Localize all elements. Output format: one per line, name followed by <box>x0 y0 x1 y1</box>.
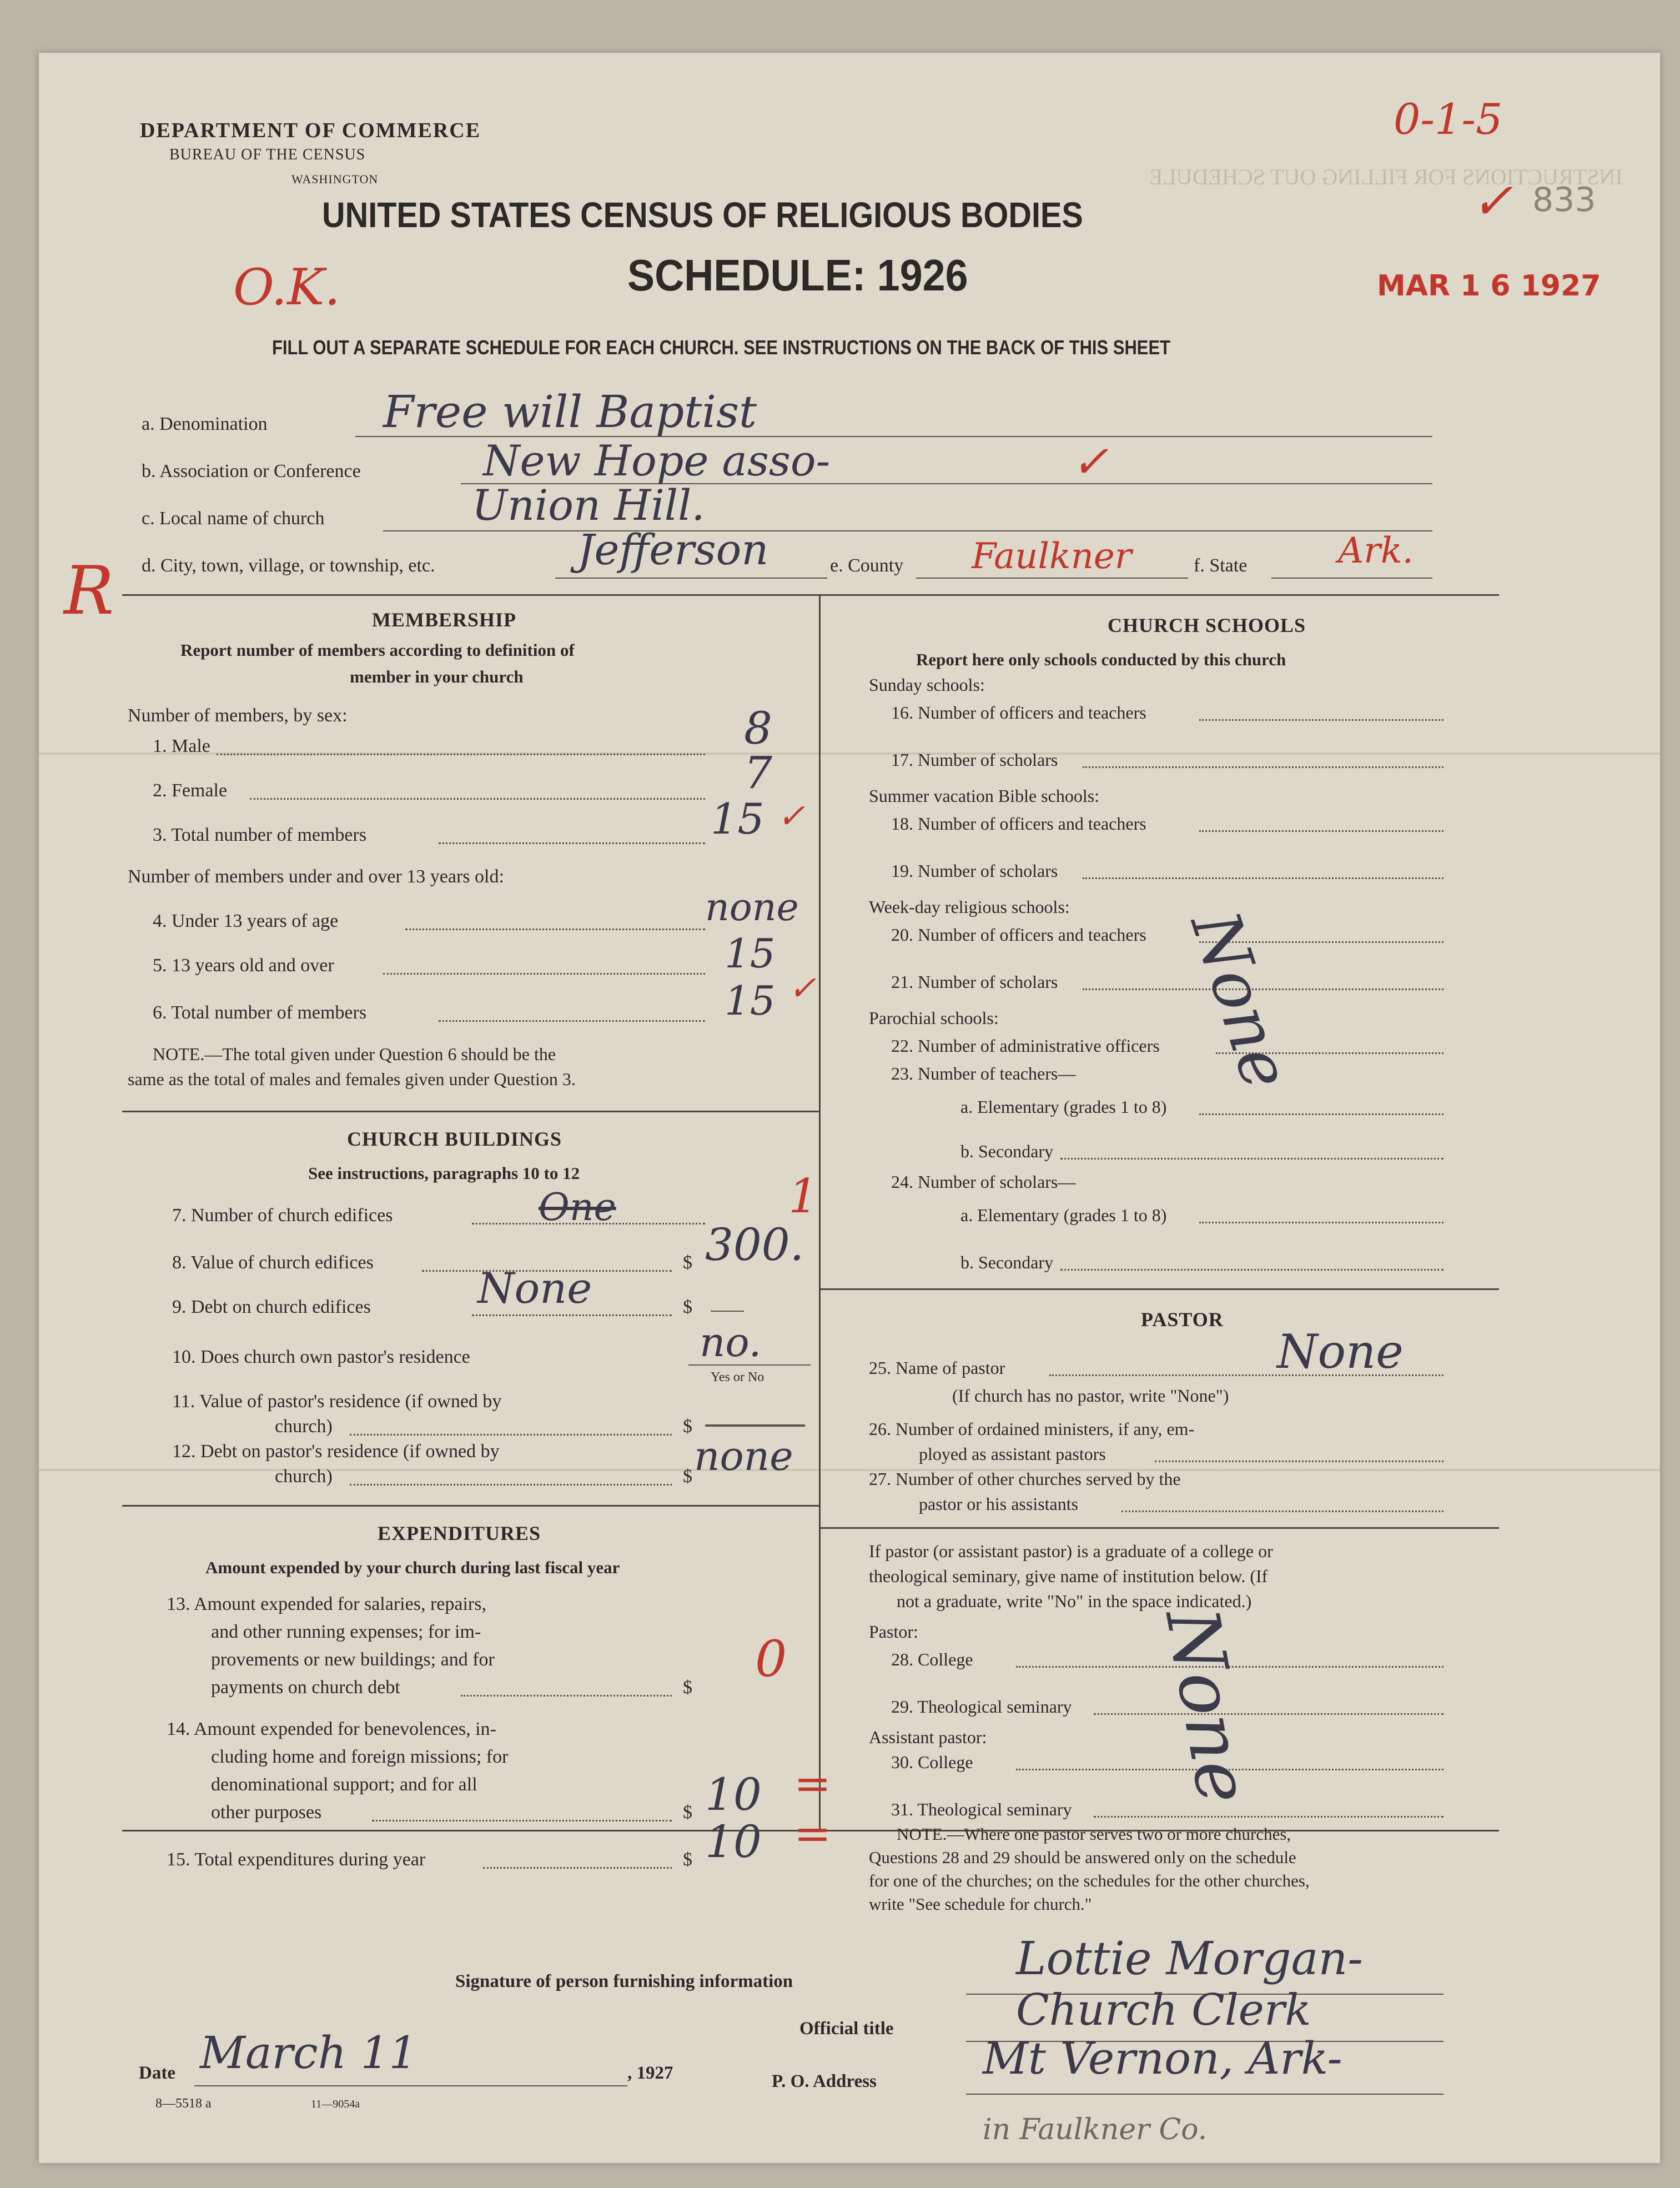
q7-label: 7. Number of church edifices <box>172 1205 393 1226</box>
q30-label: 30. College <box>891 1752 973 1772</box>
leader-dots <box>1199 830 1443 832</box>
leader-dots <box>383 973 705 975</box>
red-check-icon: ✓ <box>788 969 817 1008</box>
membership-heading: MEMBERSHIP <box>372 609 517 631</box>
q24b-label: b. Secondary <box>960 1252 1054 1272</box>
po-address-note: in Faulkner Co. <box>983 2113 1208 2146</box>
q3-label: 3. Total number of members <box>153 825 367 845</box>
schools-heading: CHURCH SCHOOLS <box>1108 614 1306 636</box>
q2-value: 7 <box>744 747 772 799</box>
q11-label-cont: church) <box>275 1416 333 1437</box>
section-rule <box>819 1527 1499 1529</box>
graduate-instructions: not a graduate, write "No" in the space indicated.) <box>897 1591 1252 1611</box>
q14-label-cont: denominational support; and for all <box>211 1774 477 1795</box>
leader-dots <box>472 1314 672 1316</box>
q9-label: 9. Debt on church edifices <box>172 1297 371 1317</box>
q15-label: 15. Total expenditures during year <box>167 1849 426 1870</box>
leader-dots <box>1083 877 1443 879</box>
leader-dots <box>1155 1461 1443 1462</box>
dash-mark <box>705 1424 805 1427</box>
members-by-age-label: Number of members under and over 13 years old: <box>128 866 504 887</box>
leader-dots <box>405 929 705 930</box>
q25-label: 25. Name of pastor <box>869 1358 1005 1378</box>
college-answer: None <box>1149 1602 1267 1810</box>
q5-value: 15 <box>725 930 776 977</box>
county-label: e. County <box>830 555 904 576</box>
assistant-pastor-label: Assistant pastor: <box>869 1727 987 1747</box>
ok-annotation: O.K. <box>233 258 340 317</box>
leader-dots <box>461 1695 672 1697</box>
state-value: Ark. <box>1338 530 1414 571</box>
q25-value: None <box>1277 1324 1404 1379</box>
q23-label: 23. Number of teachers— <box>891 1063 1076 1083</box>
red-check-icon: ✓ <box>777 797 806 836</box>
dollar-sign: $ <box>683 1252 692 1273</box>
po-address-label: P. O. Address <box>772 2071 877 2091</box>
form-number-2: 11—9054a <box>311 2098 360 2110</box>
red-check-icon: ✓ <box>1471 172 1513 230</box>
red-equals-mark: = <box>794 1808 832 1859</box>
q2-label: 2. Female <box>153 780 228 801</box>
dash-mark <box>711 1311 744 1312</box>
weekday-schools-label: Week-day religious schools: <box>869 897 1070 917</box>
dollar-sign: $ <box>683 1849 692 1870</box>
date-value: March 11 <box>200 2027 418 2079</box>
q28-label: 28. College <box>891 1649 973 1669</box>
membership-intro: member in your church <box>350 667 524 686</box>
official-title-value: Church Clerk <box>1016 1985 1311 2035</box>
q31-label: 31. Theological seminary <box>891 1799 1072 1819</box>
county-value: Faulkner <box>972 536 1132 577</box>
date-year: , 1927 <box>627 2063 673 2083</box>
q7-struck-value: One <box>539 1186 616 1230</box>
red-check-icon: ✓ <box>1072 436 1109 488</box>
q5-label: 5. 13 years old and over <box>153 955 334 976</box>
association-label: b. Association or Conference <box>142 461 361 481</box>
q12-label-cont: church) <box>275 1466 333 1487</box>
buildings-heading: CHURCH BUILDINGS <box>347 1128 562 1150</box>
q4-label: 4. Under 13 years of age <box>153 911 339 931</box>
q10-line <box>688 1364 811 1366</box>
leader-dots <box>439 842 705 844</box>
q26-label: 26. Number of ordained ministers, if any, em- <box>869 1419 1195 1439</box>
graduate-instructions: theological seminary, give name of institution below. (If <box>869 1566 1268 1586</box>
association-value: New Hope asso- <box>483 436 831 485</box>
graduate-instructions: If pastor (or assistant pastor) is a graduate of a college or <box>869 1541 1273 1561</box>
leader-dots <box>217 754 705 755</box>
leader-dots <box>1121 1510 1443 1512</box>
pastor-note: Questions 28 and 29 should be answered only on the schedule <box>869 1848 1296 1867</box>
pastor-note: NOTE.—Where one pastor serves two or more churches, <box>897 1824 1291 1844</box>
q29-label: 29. Theological seminary <box>891 1697 1072 1717</box>
washington: WASHINGTON <box>291 172 379 186</box>
q24-label: 24. Number of scholars— <box>891 1172 1076 1192</box>
dollar-sign: $ <box>683 1677 692 1698</box>
section-rule <box>122 1111 819 1112</box>
q13-label-cont: and other running expenses; for im- <box>211 1622 481 1642</box>
pastor-note: for one of the churches; on the schedules for the other churches, <box>869 1871 1310 1890</box>
q9-value: None <box>477 1263 592 1313</box>
q13-label-cont: provements or new buildings; and for <box>211 1649 495 1670</box>
received-date-stamp: MAR 1 6 1927 <box>1377 269 1601 303</box>
q13-label-cont: payments on church debt <box>211 1677 400 1698</box>
q23a-label: a. Elementary (grades 1 to 8) <box>960 1097 1167 1117</box>
po-address-value: Mt Vernon, Ark- <box>983 2033 1342 2084</box>
parochial-schools-label: Parochial schools: <box>869 1008 999 1028</box>
q13-label: 13. Amount expended for salaries, repairs, <box>167 1594 486 1614</box>
state-line <box>1271 578 1432 579</box>
membership-note: same as the total of males and females given under Question 3. <box>128 1069 576 1089</box>
q22-label: 22. Number of administrative officers <box>891 1036 1160 1056</box>
form-number: 8—5518 a <box>155 2096 212 2111</box>
q14-label-cont: cluding home and foreign missions; for <box>211 1747 509 1767</box>
schools-sub: Report here only schools conducted by this church <box>916 650 1286 669</box>
leader-dots <box>439 1020 705 1022</box>
leader-dots <box>1199 1222 1443 1223</box>
form-title: UNITED STATES CENSUS OF RELIGIOUS BODIES <box>322 195 1083 235</box>
section-rule <box>122 1505 819 1507</box>
leader-dots <box>1094 1816 1443 1818</box>
q10-value: no. <box>700 1319 762 1366</box>
local-name-line <box>383 530 1432 531</box>
signature-value: Lottie Morgan- <box>1016 1933 1363 1985</box>
q26-label-cont: ployed as assistant pastors <box>919 1444 1106 1464</box>
denomination-value: Free will Baptist <box>383 386 757 438</box>
section-rule <box>122 594 1499 596</box>
q1-label: 1. Male <box>153 736 210 756</box>
leader-dots <box>1060 1269 1443 1271</box>
q15-value: 10 <box>705 1816 762 1868</box>
pastor-heading: PASTOR <box>1141 1308 1224 1331</box>
q12-value: none <box>694 1433 793 1479</box>
leader-dots <box>1094 1713 1443 1715</box>
leader-dots <box>1060 1158 1443 1160</box>
census-schedule-sheet <box>39 53 1660 2163</box>
fill-out-instructions: FILL OUT A SEPARATE SCHEDULE FOR EACH CHURCH. SEE INSTRUCTIONS ON THE BACK OF THIS SHEET <box>272 336 1171 359</box>
po-address-line <box>966 2094 1443 2095</box>
q3-value: 15 <box>711 794 764 844</box>
bleed-through-text: INSTRUCTIONS FOR FILLING OUT SCHEDULE <box>1149 164 1623 189</box>
leader-dots <box>1199 1113 1443 1115</box>
schedule-title: SCHEDULE: 1926 <box>627 250 968 300</box>
q23b-label: b. Secondary <box>960 1141 1054 1161</box>
file-number: 833 <box>1532 180 1596 219</box>
dollar-sign: $ <box>683 1466 692 1487</box>
date-label: Date <box>139 2063 175 2083</box>
q11-label: 11. Value of pastor's residence (if owned by <box>172 1391 502 1412</box>
q20-label: 20. Number of officers and teachers <box>891 925 1146 945</box>
q8-label: 8. Value of church edifices <box>172 1252 374 1273</box>
denomination-label: a. Denomination <box>142 414 268 434</box>
membership-intro: Report number of members according to definition of <box>180 640 575 660</box>
q14-label: 14. Amount expended for benevolences, in- <box>167 1719 496 1739</box>
members-by-sex-label: Number of members, by sex: <box>128 705 348 726</box>
q14-value: 10 <box>705 1769 762 1820</box>
expenditures-sub: Amount expended by your church during last fiscal year <box>205 1558 620 1577</box>
section-rule <box>819 1288 1499 1290</box>
bureau-name: BUREAU OF THE CENSUS <box>169 146 366 163</box>
q4-value: none <box>705 886 799 930</box>
county-line <box>916 578 1188 579</box>
pastor-note: write "See schedule for church." <box>869 1894 1092 1914</box>
leader-dots <box>1083 766 1443 768</box>
top-right-annotation: 0-1-5 <box>1394 94 1503 144</box>
state-label: f. State <box>1194 555 1248 576</box>
q24a-label: a. Elementary (grades 1 to 8) <box>960 1205 1167 1225</box>
q17-label: 17. Number of scholars <box>891 750 1058 770</box>
q27-label: 27. Number of other churches served by the <box>869 1469 1181 1489</box>
q12-label: 12. Debt on pastor's residence (if owned by <box>172 1441 500 1462</box>
q7-value: 1 <box>788 1169 818 1223</box>
q25-hint: (If church has no pastor, write "None") <box>952 1386 1229 1406</box>
q14-label-cont: other purposes <box>211 1802 322 1823</box>
leader-dots <box>350 1434 672 1436</box>
q19-label: 19. Number of scholars <box>891 861 1058 881</box>
sunday-schools-label: Sunday schools: <box>869 675 985 695</box>
q6-value: 15 <box>725 977 776 1024</box>
q21-label: 21. Number of scholars <box>891 972 1058 992</box>
q10-label: 10. Does church own pastor's residence <box>172 1347 470 1367</box>
expenditures-heading: EXPENDITURES <box>378 1522 541 1544</box>
schools-answer: None <box>1175 902 1305 1098</box>
q18-label: 18. Number of officers and teachers <box>891 814 1146 834</box>
date-line <box>194 2085 627 2086</box>
dollar-sign: $ <box>683 1297 692 1317</box>
column-divider <box>819 594 821 1830</box>
local-name-label: c. Local name of church <box>142 508 325 529</box>
department-name: DEPARTMENT OF COMMERCE <box>140 119 481 142</box>
official-title-label: Official title <box>799 2019 894 2039</box>
leader-dots <box>483 1867 672 1869</box>
leader-dots <box>350 1484 672 1486</box>
red-equals-mark: = <box>794 1758 832 1809</box>
q6-label: 6. Total number of members <box>153 1002 367 1023</box>
buildings-sub: See instructions, paragraphs 10 to 12 <box>308 1163 580 1183</box>
dollar-sign: $ <box>683 1802 692 1823</box>
q27-label-cont: pastor or his assistants <box>919 1494 1079 1514</box>
pastor-sub-label: Pastor: <box>869 1622 918 1642</box>
leader-dots <box>372 1820 672 1821</box>
city-label: d. City, town, village, or township, etc. <box>142 555 435 576</box>
city-line <box>555 578 827 579</box>
leader-dots <box>250 798 705 800</box>
dollar-sign: $ <box>683 1416 692 1437</box>
yes-no-hint: Yes or No <box>711 1370 764 1384</box>
membership-note: NOTE.—The total given under Question 6 should be the <box>153 1044 556 1064</box>
city-value: Jefferson <box>577 525 769 574</box>
q13-value: 0 <box>755 1630 787 1688</box>
leader-dots <box>1199 719 1443 721</box>
q1-value: 8 <box>744 702 772 754</box>
signature-label: Signature of person furnishing information <box>455 1971 793 1991</box>
local-name-value: Union Hill. <box>472 480 705 530</box>
r-annotation: R <box>64 553 114 630</box>
q8-value: 300. <box>705 1219 804 1271</box>
q16-label: 16. Number of officers and teachers <box>891 702 1146 722</box>
summer-schools-label: Summer vacation Bible schools: <box>869 786 1100 806</box>
